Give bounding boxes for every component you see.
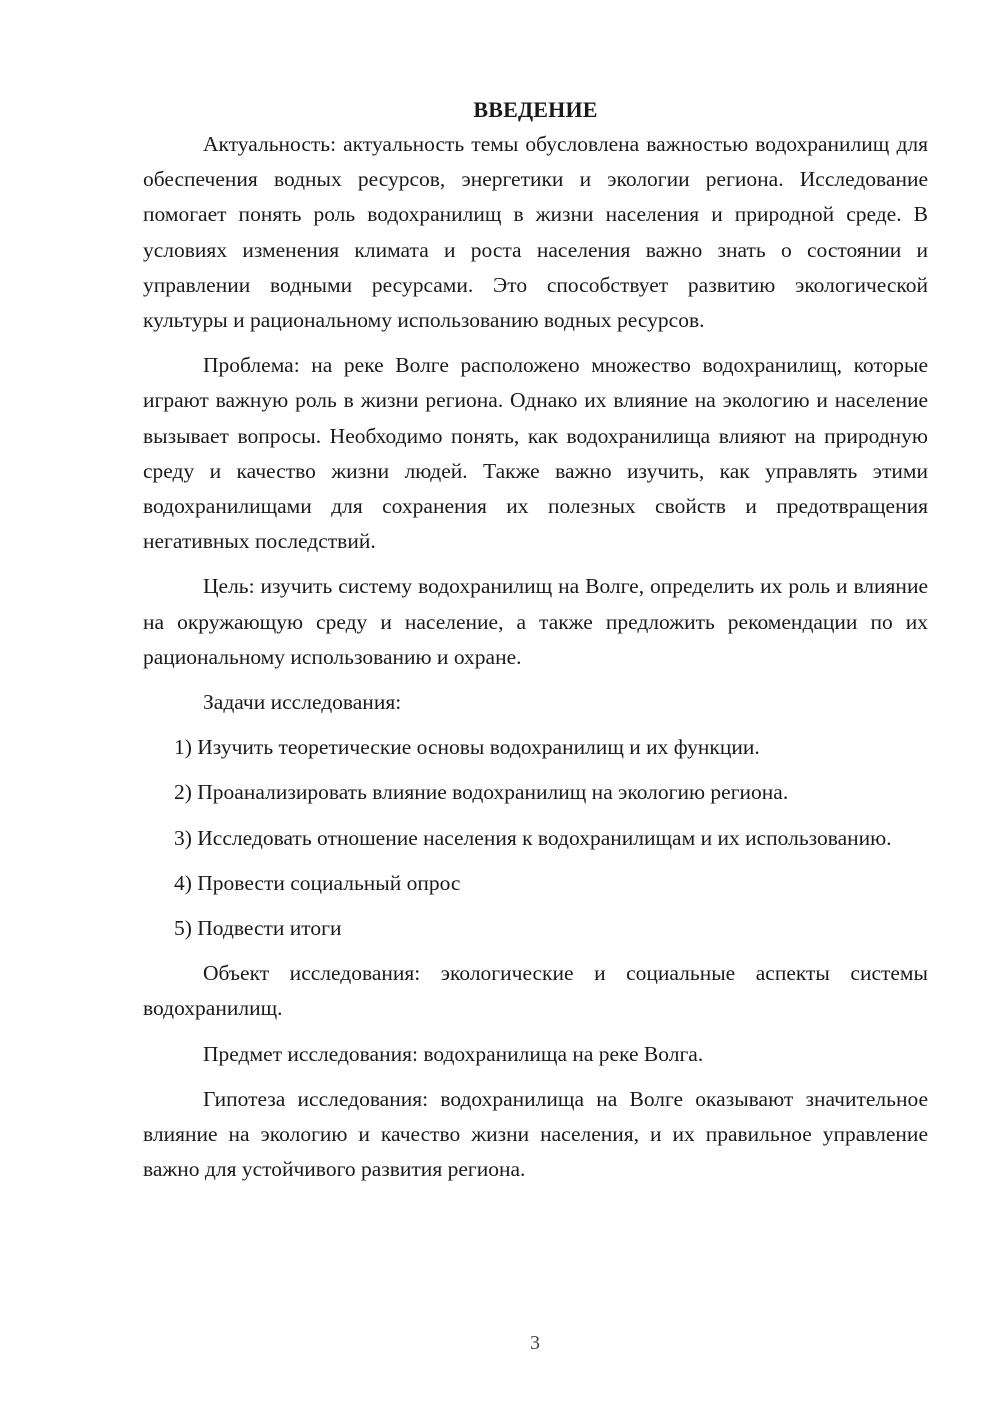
tasks-heading: Задачи исследования:: [203, 690, 402, 715]
page-number: 3: [530, 1332, 540, 1354]
paragraph-problem: Проблема: на реке Волге расположено множество водохранилищ, которые играют важную роль в жизни региона. Однако их влияние на экологию и население вызывает вопросы. Необходимо понять, как водохранилища влияют на природную среду и качество жизни людей. Также важно изучить, как управлять этими водохранилищами для сохранения их полезных свойств и предотвращения негативных последствий.: [143, 353, 928, 554]
page-title: ВВЕДЕНИЕ: [473, 97, 598, 122]
paragraph-subject: Предмет исследования: водохранилища на реке Волга.: [203, 1041, 704, 1066]
paragraph-goal: Цель: изучить систему водохранилищ на Волге, определить их роль и влияние на окружающую среду и население, а также предложить рекомендации по их рациональному использованию и охране.: [143, 574, 928, 669]
list-item: 4) Провести социальный опрос: [174, 870, 461, 895]
paragraph-relevance: Актуальность: актуальность темы обусловлена важностью водохранилищ для обеспечения водных ресурсов, энергетики и экологии региона. Исследование помогает понять роль водохранилищ в жизни населения и природной среде. В условиях изменения климата и роста населения важно знать о состоянии и управлении водными ресурсами. Это способствует развитию экологической культуры и рациональному использованию водных ресурсов.: [143, 132, 928, 333]
paragraph-hypothesis: Гипотеза исследования: водохранилища на Волге оказывают значительное влияние на экологию и качество жизни населения, и их правильное управление важно для устойчивого развития региона.: [143, 1086, 928, 1182]
list-item: 1) Изучить теоретические основы водохранилищ и их функции.: [174, 735, 760, 760]
list-item: 2) Проанализировать влияние водохранилищ на экологию региона.: [174, 780, 789, 805]
document-page: [143, 92, 928, 1197]
list-item: 5) Подвести итоги: [174, 916, 342, 941]
paragraph-object: Объект исследования: экологические и социальные аспекты системы водохранилищ.: [143, 961, 928, 1021]
list-item: 3) Исследовать отношение населения к водохранилищам и их использованию.: [174, 825, 892, 850]
